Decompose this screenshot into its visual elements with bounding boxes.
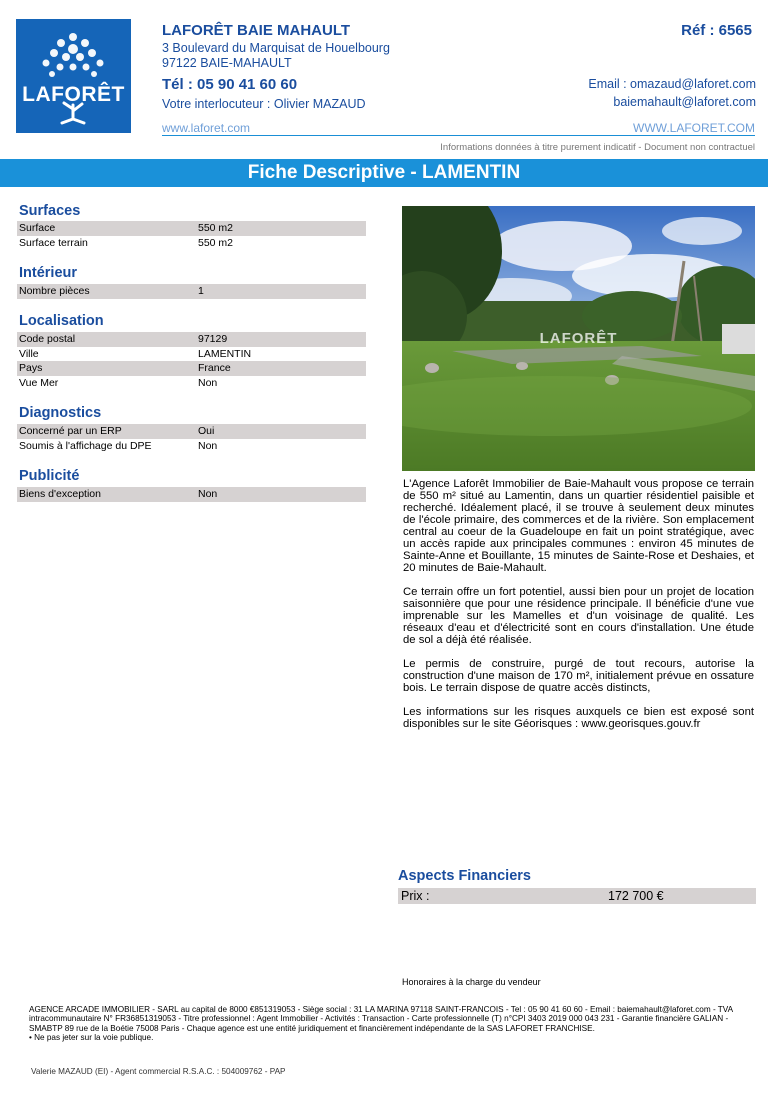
tree-icon [16,19,131,133]
section-title-interieur: Intérieur [19,265,78,281]
section-title-surfaces: Surfaces [19,203,81,219]
address-line-2: 97122 BAIE-MAHAULT [162,56,292,70]
page-title: Fiche Descriptive - LAMENTIN [0,159,768,187]
table-row [17,487,366,502]
legal-footer [29,1005,739,1043]
description-paragraph: Les informations sur les risques auxquels ce bien est exposé sont disponibles sur le site Géorisques : www.georisques.gouv.fr [403,706,754,730]
description-paragraph: L'Agence Laforêt Immobilier de Baie-Mahault vous propose ce terrain de 550 m² situé au Lamentin, dans un quartier résidentiel paisible et recherché. Idéalement placé, il se trouve à seulement deux minutes de l'école primaire, des commerces et de la rivière. Son emplacement central au coeur de la Guadeloupe en fait un point stratégique, avec un accès rapide aux principales communes : environ 45 minutes de Sainte-Anne et Bouillante, 15 minutes de Sainte-Rose et Deshaies, et 20 minutes de Baie-Mahault. [403,478,754,574]
photo-watermark: LAFORÊT [539,330,618,347]
description-paragraph: Le permis de construire, purgé de tout recours, autorise la construction d'une maison de 170 m², initialement prévue en ossature bois. Le terrain dispose de quatre accès distincts, [403,658,754,694]
table-row [17,439,366,454]
row-value: Non [198,377,218,389]
row-value: LAMENTIN [198,348,252,360]
logo-text: LAFORÊT [22,83,125,106]
agency-name: LAFORÊT BAIE MAHAULT [162,22,351,39]
disclaimer: Informations données à titre purement indicatif - Document non contractuel [440,142,755,153]
email-link[interactable]: Email : omazaud@laforet.com [588,77,756,91]
table-row [17,347,366,362]
legal-text: AGENCE ARCADE IMMOBILIER - SARL au capital de 8000 €851319053 - Siège social : 31 LA MARINA 97118 SAINT-FRANCOIS - Tel : 05 90 41 60 60 - Email : baiemahault@laforet.com - TVA intracommunautaire N° FR36851319053 - Titre professionnel : Agent Immobilier - Activités : Transaction - Carte professionnelle (T) n°CPI 3403 2019 000 043 231 - Garantie financière GALIAN - SMABTP 89 rue de la Boétie 75008 Paris - Chaque agence est une entité juridiquement et financièrement indépendante de la SAS LAFORET FRANCHISE. [29,1005,733,1033]
table-row [17,424,366,439]
row-value: 1 [198,285,204,297]
website-link[interactable]: www.laforet.com [162,121,251,135]
row-value: 550 m2 [198,222,234,234]
row-label: Biens d'exception [19,488,101,500]
row-label: Surface [19,222,56,234]
table-row [17,221,366,236]
description-paragraph: Ce terrain offre un fort potentiel, aussi bien pour un projet de location saisonnière que pour une résidence principale. Il bénéficie d'une vue imprenable sur les Mamelles et d'un voisinage de qualité. Les réseaux d'eau et d'électricité sont en cours d'installation. Une étude de sol a déjà été réalisée. [403,586,754,646]
row-value: Non [198,488,218,500]
row-value: France [198,362,231,374]
row-value: 550 m2 [198,237,234,249]
row-label: Vue Mer [19,377,59,389]
price-value: 172 700 € [608,889,664,903]
property-description [403,478,754,742]
fees-note: Honoraires à la charge du vendeur [402,977,541,987]
agency-email-link[interactable]: baiemahault@laforet.com [613,95,756,109]
website-link-upper[interactable]: WWW.LAFORET.COM [633,121,755,135]
contact-person: Votre interlocuteur : Olivier MAZAUD [162,97,366,111]
row-label: Pays [19,362,43,374]
section-title-publicite: Publicité [19,468,80,484]
address-line-1: 3 Boulevard du Marquisat de Houelbourg [162,41,390,55]
price-label: Prix : [401,889,430,903]
agent-info: Valerie MAZAUD (EI) - Agent commercial R.S.A.C. : 504009762 - PAP [31,1067,286,1076]
row-label: Concerné par un ERP [19,425,122,437]
phone-number: Tél : 05 90 41 60 60 [162,76,298,93]
section-title-financial: Aspects Financiers [398,868,531,884]
row-label: Soumis à l'affichage du DPE [19,440,152,452]
reference-number: Réf : 6565 [681,22,752,39]
table-row [17,236,366,251]
section-title-localisation: Localisation [19,313,104,329]
table-row [17,376,366,391]
row-value: 97129 [198,333,228,345]
row-label: Nombre pièces [19,285,90,297]
disposal-notice: • Ne pas jeter sur la voie publique. [29,1033,154,1043]
table-row [17,284,366,299]
row-label: Code postal [19,333,76,345]
row-value: Non [198,440,218,452]
laforet-logo [16,19,131,133]
row-value: Oui [198,425,215,437]
row-label: Ville [19,348,39,360]
section-title-diagnostics: Diagnostics [19,405,102,421]
table-row [17,332,366,347]
price-row [398,888,756,904]
row-label: Surface terrain [19,237,88,249]
property-photo [402,206,755,471]
header-divider [162,135,755,136]
table-row [17,361,366,376]
